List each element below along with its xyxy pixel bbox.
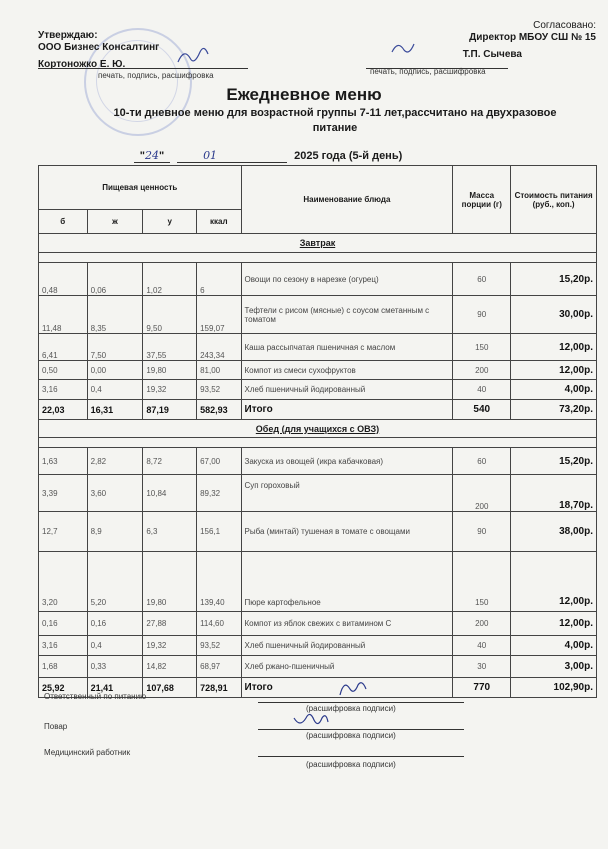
signature-caption: (расшифровка подписи) xyxy=(306,731,396,740)
cell-b: 3,39 xyxy=(39,475,88,512)
cell-b: 6,41 xyxy=(39,334,88,361)
cell-b: 0,50 xyxy=(39,361,88,380)
cell-zh: 7,50 xyxy=(87,334,143,361)
agree-position: Директор МБОУ СШ № 15 xyxy=(469,32,596,43)
cell-b: 3,20 xyxy=(39,552,88,612)
approve-label: Утверждаю: xyxy=(38,30,98,41)
signature-caption: (расшифровка подписи) xyxy=(306,760,396,769)
cell-dish: Компот из смеси сухофруктов xyxy=(241,361,453,380)
total-zh: 16,31 xyxy=(87,400,143,420)
date-month: 01 xyxy=(203,149,218,162)
cell-dish: Суп гороховый xyxy=(241,475,453,512)
cell-dish: Хлеб пшеничный йодированный xyxy=(241,380,453,400)
cell-mass: 60 xyxy=(453,448,511,475)
header-b: б xyxy=(39,210,88,234)
cell-dish: Каша рассыпчатая пшеничная с маслом xyxy=(241,334,453,361)
cell-b: 12,7 xyxy=(39,512,88,552)
cell-price: 4,00р. xyxy=(511,380,597,400)
cell-dish: Овощи по сезону в нарезке (огурец) xyxy=(241,263,453,296)
cell-price: 18,70р. xyxy=(511,475,597,512)
responsible-signature xyxy=(340,683,366,695)
page-subtitle: 10-ти дневное меню для возрастной группы 7-11 лет,рассчитано на двухразовое питание xyxy=(113,107,557,134)
cell-zh: 0,16 xyxy=(87,612,143,636)
cell-price: 15,20р. xyxy=(511,263,597,296)
cell-zh: 0,00 xyxy=(87,361,143,380)
medic-label: Медицинский работник xyxy=(44,748,131,757)
cell-b: 1,63 xyxy=(39,448,88,475)
total-zh: 21,41 xyxy=(87,678,143,698)
cell-b: 3,16 xyxy=(39,380,88,400)
total-label: Итого xyxy=(241,400,453,420)
header-zh: ж xyxy=(87,210,143,234)
cell-mass: 150 xyxy=(453,334,511,361)
total-mass: 540 xyxy=(453,400,511,420)
cell-mass: 40 xyxy=(453,380,511,400)
cell-price: 12,00р. xyxy=(511,334,597,361)
approve-signature xyxy=(178,48,208,62)
total-u: 87,19 xyxy=(143,400,197,420)
signature-caption: (расшифровка подписи) xyxy=(306,704,396,713)
cell-dish: Рыба (минтай) тушеная в томате с овощами xyxy=(241,512,453,552)
cell-mass: 200 xyxy=(453,361,511,380)
cell-b: 0,48 xyxy=(39,263,88,296)
cell-kcal: 93,52 xyxy=(197,380,241,400)
cell-mass: 90 xyxy=(453,512,511,552)
cell-u: 6,3 xyxy=(143,512,197,552)
cell-zh: 3,60 xyxy=(87,475,143,512)
total-label: Итого xyxy=(241,678,453,698)
section-title: Обед (для учащихся с ОВЗ) xyxy=(39,420,597,438)
cell-b: 0,16 xyxy=(39,612,88,636)
cell-dish: Тефтели с рисом (мясные) с соусом сметанным с томатом xyxy=(241,296,453,334)
header-cost: Стоимость питания (руб., коп.) xyxy=(511,166,597,234)
total-price: 73,20р. xyxy=(511,400,597,420)
cell-kcal: 67,00 xyxy=(197,448,241,475)
cell-kcal: 68,97 xyxy=(197,656,241,678)
cell-u: 8,72 xyxy=(143,448,197,475)
cell-zh: 5,20 xyxy=(87,552,143,612)
header-mass: Масса порции (г) xyxy=(453,166,511,234)
cell-u: 10,84 xyxy=(143,475,197,512)
cell-mass: 40 xyxy=(453,636,511,656)
cell-u: 27,88 xyxy=(143,612,197,636)
approve-org: ООО Бизнес Консалтинг xyxy=(38,42,160,53)
cell-mass: 150 xyxy=(453,552,511,612)
section-title: Завтрак xyxy=(39,234,597,253)
cell-price: 4,00р. xyxy=(511,636,597,656)
total-b: 25,92 xyxy=(39,678,88,698)
approve-person: Кортоножко Е. Ю. xyxy=(38,59,126,70)
cell-mass: 90 xyxy=(453,296,511,334)
cell-kcal: 156,1 xyxy=(197,512,241,552)
cell-dish: Хлеб пшеничный йодированный xyxy=(241,636,453,656)
cell-price: 3,00р. xyxy=(511,656,597,678)
cell-price: 12,00р. xyxy=(511,361,597,380)
cell-dish: Закуска из овощей (икра кабачковая) xyxy=(241,448,453,475)
cell-dish: Компот из яблок свежих с витамином С xyxy=(241,612,453,636)
cell-price: 30,00р. xyxy=(511,296,597,334)
cell-zh: 8,35 xyxy=(87,296,143,334)
total-kcal: 582,93 xyxy=(197,400,241,420)
cook-signature xyxy=(294,714,328,723)
agree-signature xyxy=(392,44,414,52)
agree-caption: печать, подпись, расшифровка xyxy=(370,67,486,76)
cell-zh: 0,06 xyxy=(87,263,143,296)
cell-dish: Хлеб ржано-пшеничный xyxy=(241,656,453,678)
cell-zh: 8,9 xyxy=(87,512,143,552)
cell-u: 19,80 xyxy=(143,552,197,612)
cell-zh: 0,4 xyxy=(87,380,143,400)
cell-b: 1,68 xyxy=(39,656,88,678)
cell-price: 38,00р. xyxy=(511,512,597,552)
header-dish: Наименование блюда xyxy=(241,166,453,234)
approve-caption: печать, подпись, расшифровка xyxy=(98,71,214,80)
cell-dish: Пюре картофельное xyxy=(241,552,453,612)
page-title: Ежедневное меню xyxy=(226,85,382,104)
agree-label: Согласовано: xyxy=(533,20,596,31)
total-b: 22,03 xyxy=(39,400,88,420)
cell-price: 15,20р. xyxy=(511,448,597,475)
cell-b: 11,48 xyxy=(39,296,88,334)
cook-label: Повар xyxy=(44,722,68,731)
cell-kcal: 6 xyxy=(197,263,241,296)
cell-mass: 60 xyxy=(453,263,511,296)
cell-mass: 200 xyxy=(453,612,511,636)
cell-b: 3,16 xyxy=(39,636,88,656)
cell-u: 19,80 xyxy=(143,361,197,380)
cell-u: 19,32 xyxy=(143,380,197,400)
date-line: "24" 01 2025 года (5-й день) xyxy=(134,149,402,163)
cell-u: 14,82 xyxy=(143,656,197,678)
cell-zh: 0,33 xyxy=(87,656,143,678)
cell-kcal: 81,00 xyxy=(197,361,241,380)
cell-kcal: 139,40 xyxy=(197,552,241,612)
cell-u: 1,02 xyxy=(143,263,197,296)
agree-person: Т.П. Сычева xyxy=(462,49,522,60)
date-day: 24 xyxy=(145,149,159,162)
cell-price: 12,00р. xyxy=(511,552,597,612)
cell-kcal: 89,32 xyxy=(197,475,241,512)
cell-kcal: 93,52 xyxy=(197,636,241,656)
cell-kcal: 159,07 xyxy=(197,296,241,334)
total-kcal: 728,91 xyxy=(197,678,241,698)
cell-u: 37,55 xyxy=(143,334,197,361)
cell-kcal: 114,60 xyxy=(197,612,241,636)
header-kcal: ккал xyxy=(197,210,241,234)
cell-mass: 30 xyxy=(453,656,511,678)
cell-kcal: 243,34 xyxy=(197,334,241,361)
date-rest: 2025 года (5-й день) xyxy=(294,150,403,162)
cell-u: 19,32 xyxy=(143,636,197,656)
cell-zh: 0,4 xyxy=(87,636,143,656)
cell-mass: 200 xyxy=(453,475,511,512)
total-u: 107,68 xyxy=(143,678,197,698)
cell-zh: 2,82 xyxy=(87,448,143,475)
responsible-label: Ответственный по питанию xyxy=(44,692,147,701)
header-u: у xyxy=(143,210,197,234)
cell-u: 9,50 xyxy=(143,296,197,334)
cell-price: 12,00р. xyxy=(511,612,597,636)
total-mass: 770 xyxy=(453,678,511,698)
header-nutrition: Пищевая ценность xyxy=(39,166,242,210)
total-price: 102,90р. xyxy=(511,678,597,698)
